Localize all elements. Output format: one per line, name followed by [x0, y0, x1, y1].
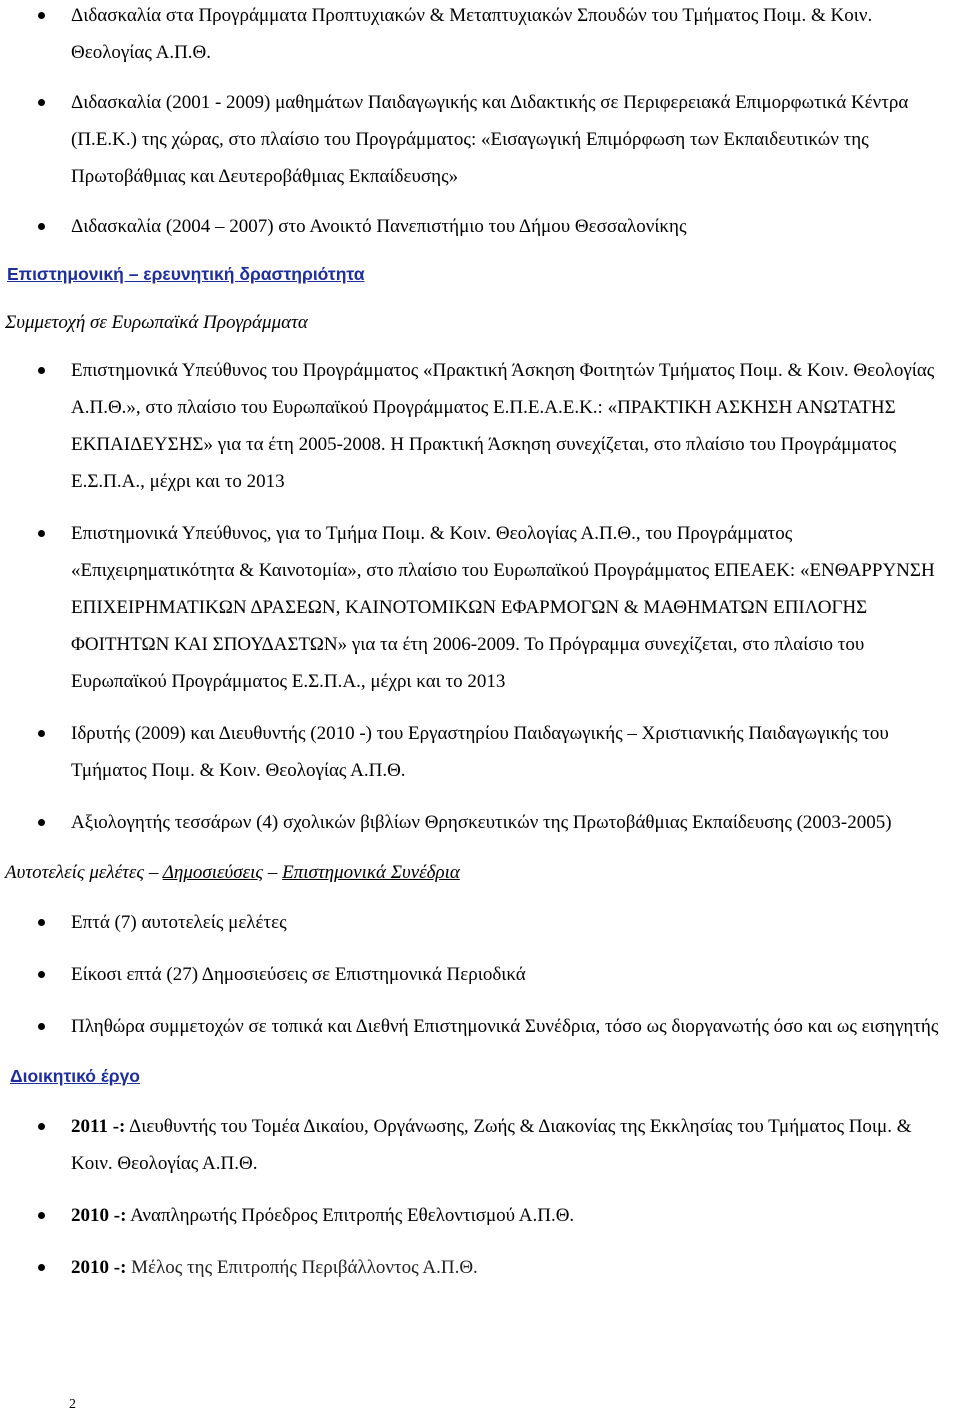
list-item: Διδασκαλία (2001 - 2009) μαθημάτων Παιδαγωγικής και Διδακτικής σε Περιφερειακά Επιμορφωτικά Κέντρα (Π.Ε.Κ.) της χώρας, στο πλαίσιο του Προγράμματος: «Εισαγωγική Επιμόρφωση των Εκπαιδευτικών της Πρωτοβάθμιας και Δευτεροβάθμιας Εκπαίδευσης» — [0, 84, 960, 195]
admin-list — [0, 1108, 960, 1286]
subheading-separator: – — [263, 862, 283, 883]
admin-text: Αναπληρωτής Πρόεδρος Επιτροπής Εθελοντισμού Α.Π.Θ. — [126, 1205, 575, 1226]
subheading-eu-programs: Συμμετοχή σε Ευρωπαϊκά Προγράμματα — [5, 312, 308, 333]
page-number: 2 — [69, 1397, 76, 1412]
research-list — [0, 352, 960, 841]
subheading-part: Δημοσιεύσεις — [162, 862, 264, 883]
teaching-list — [0, 0, 960, 245]
subheading-publications — [5, 854, 960, 891]
admin-text: Διευθυντής του Τομέα Δικαίου, Οργάνωσης, Ζωής & Διακονίας της Εκκλησίας του Τμήματος Ποιμ. & Κοιν. Θεολογίας Α.Π.Θ. — [71, 1116, 912, 1174]
subheading-separator: – — [144, 862, 163, 883]
list-item — [0, 1108, 960, 1182]
subheading-part: Επιστημονικά Συνέδρια — [282, 862, 460, 883]
list-item: Επιστημονικά Υπεύθυνος του Προγράμματος «Πρακτική Άσκηση Φοιτητών Τμήματος Ποιμ. & Κοιν. Θεολογίας Α.Π.Θ.», στο πλαίσιο του Ευρωπαϊκού Προγράμματος Ε.Π.Ε.Α.Ε.Κ.: «ΠΡΑΚΤΙΚΗ ΑΣΚΗΣΗ ΑΝΩΤΑΤΗΣ ΕΚΠΑΙΔΕΥΣΗΣ» για τα έτη 2005-2008. Η Πρακτική Άσκηση συνεχίζεται, στο πλαίσιο του Προγράμματος Ε.Σ.Π.Α., μέχρι και το 2013 — [0, 352, 960, 500]
admin-year: 2010 -: — [71, 1205, 127, 1226]
list-item: Επιστημονικά Υπεύθυνος, για το Τμήμα Ποιμ. & Κοιν. Θεολογίας Α.Π.Θ., του Προγράμματος «Επιχειρηματικότητα & Καινοτομία», στο πλαίσιο του Ευρωπαϊκού Προγράμματος ΕΠΕΑΕΚ: «ΕΝΘΑΡΡΥΝΣΗ ΕΠΙΧΕΙΡΗΜΑΤΙΚΩΝ ΔΡΑΣΕΩΝ, ΚΑΙΝΟΤΟΜΙΚΩΝ ΕΦΑΡΜΟΓΩΝ & ΜΑΘΗΜΑΤΩΝ ΕΠΙΛΟΓΗΣ ΦΟΙΤΗΤΩΝ ΚΑΙ ΣΠΟΥΔΑΣΤΩΝ» για τα έτη 2006-2009. Το Πρόγραμμα συνεχίζεται, στο πλαίσιο του Ευρωπαϊκού Προγράμματος Ε.Σ.Π.Α., μέχρι και το 2013 — [0, 515, 960, 700]
list-item: Ιδρυτής (2009) και Διευθυντής (2010 -) του Εργαστηρίου Παιδαγωγικής – Χριστιανικής Παιδαγωγικής του Τμήματος Ποιμ. & Κοιν. Θεολογίας Α.Π.Θ. — [0, 715, 960, 789]
list-item — [0, 1197, 960, 1234]
admin-year: 2010 -: — [71, 1257, 127, 1278]
list-item: Διδασκαλία (2004 – 2007) στο Ανοικτό Πανεπιστήμιο του Δήμου Θεσσαλονίκης — [0, 208, 960, 245]
list-item: Αξιολογητής τεσσάρων (4) σχολικών βιβλίων Θρησκευτικών της Πρωτοβάθμιας Εκπαίδευσης (2003-2005) — [0, 804, 960, 841]
section-heading-admin: Διοικητικό έργο — [10, 1066, 140, 1086]
list-item: Διδασκαλία στα Προγράμματα Προπτυχιακών & Μεταπτυχιακών Σπουδών του Τμήματος Ποιμ. & Κοιν. Θεολογίας Α.Π.Θ. — [0, 0, 960, 71]
list-item: Είκοσι επτά (27) Δημοσιεύσεις σε Επιστημονικά Περιοδικά — [0, 956, 960, 993]
publications-list — [0, 904, 960, 1045]
subheading-part: Αυτοτελείς μελέτες — [5, 862, 145, 883]
section-heading-research: Επιστημονική – ερευνητική δραστηριότητα — [7, 264, 365, 284]
list-item — [0, 1249, 960, 1286]
list-item: Πληθώρα συμμετοχών σε τοπικά και Διεθνή Επιστημονικά Συνέδρια, τόσο ως διοργανωτής όσο και ως εισηγητής — [0, 1008, 960, 1045]
admin-year: 2011 -: — [71, 1116, 126, 1137]
admin-text: Μέλος της Επιτροπής Περιβάλλοντος Α.Π.Θ. — [126, 1257, 478, 1278]
list-item: Επτά (7) αυτοτελείς μελέτες — [0, 904, 960, 941]
